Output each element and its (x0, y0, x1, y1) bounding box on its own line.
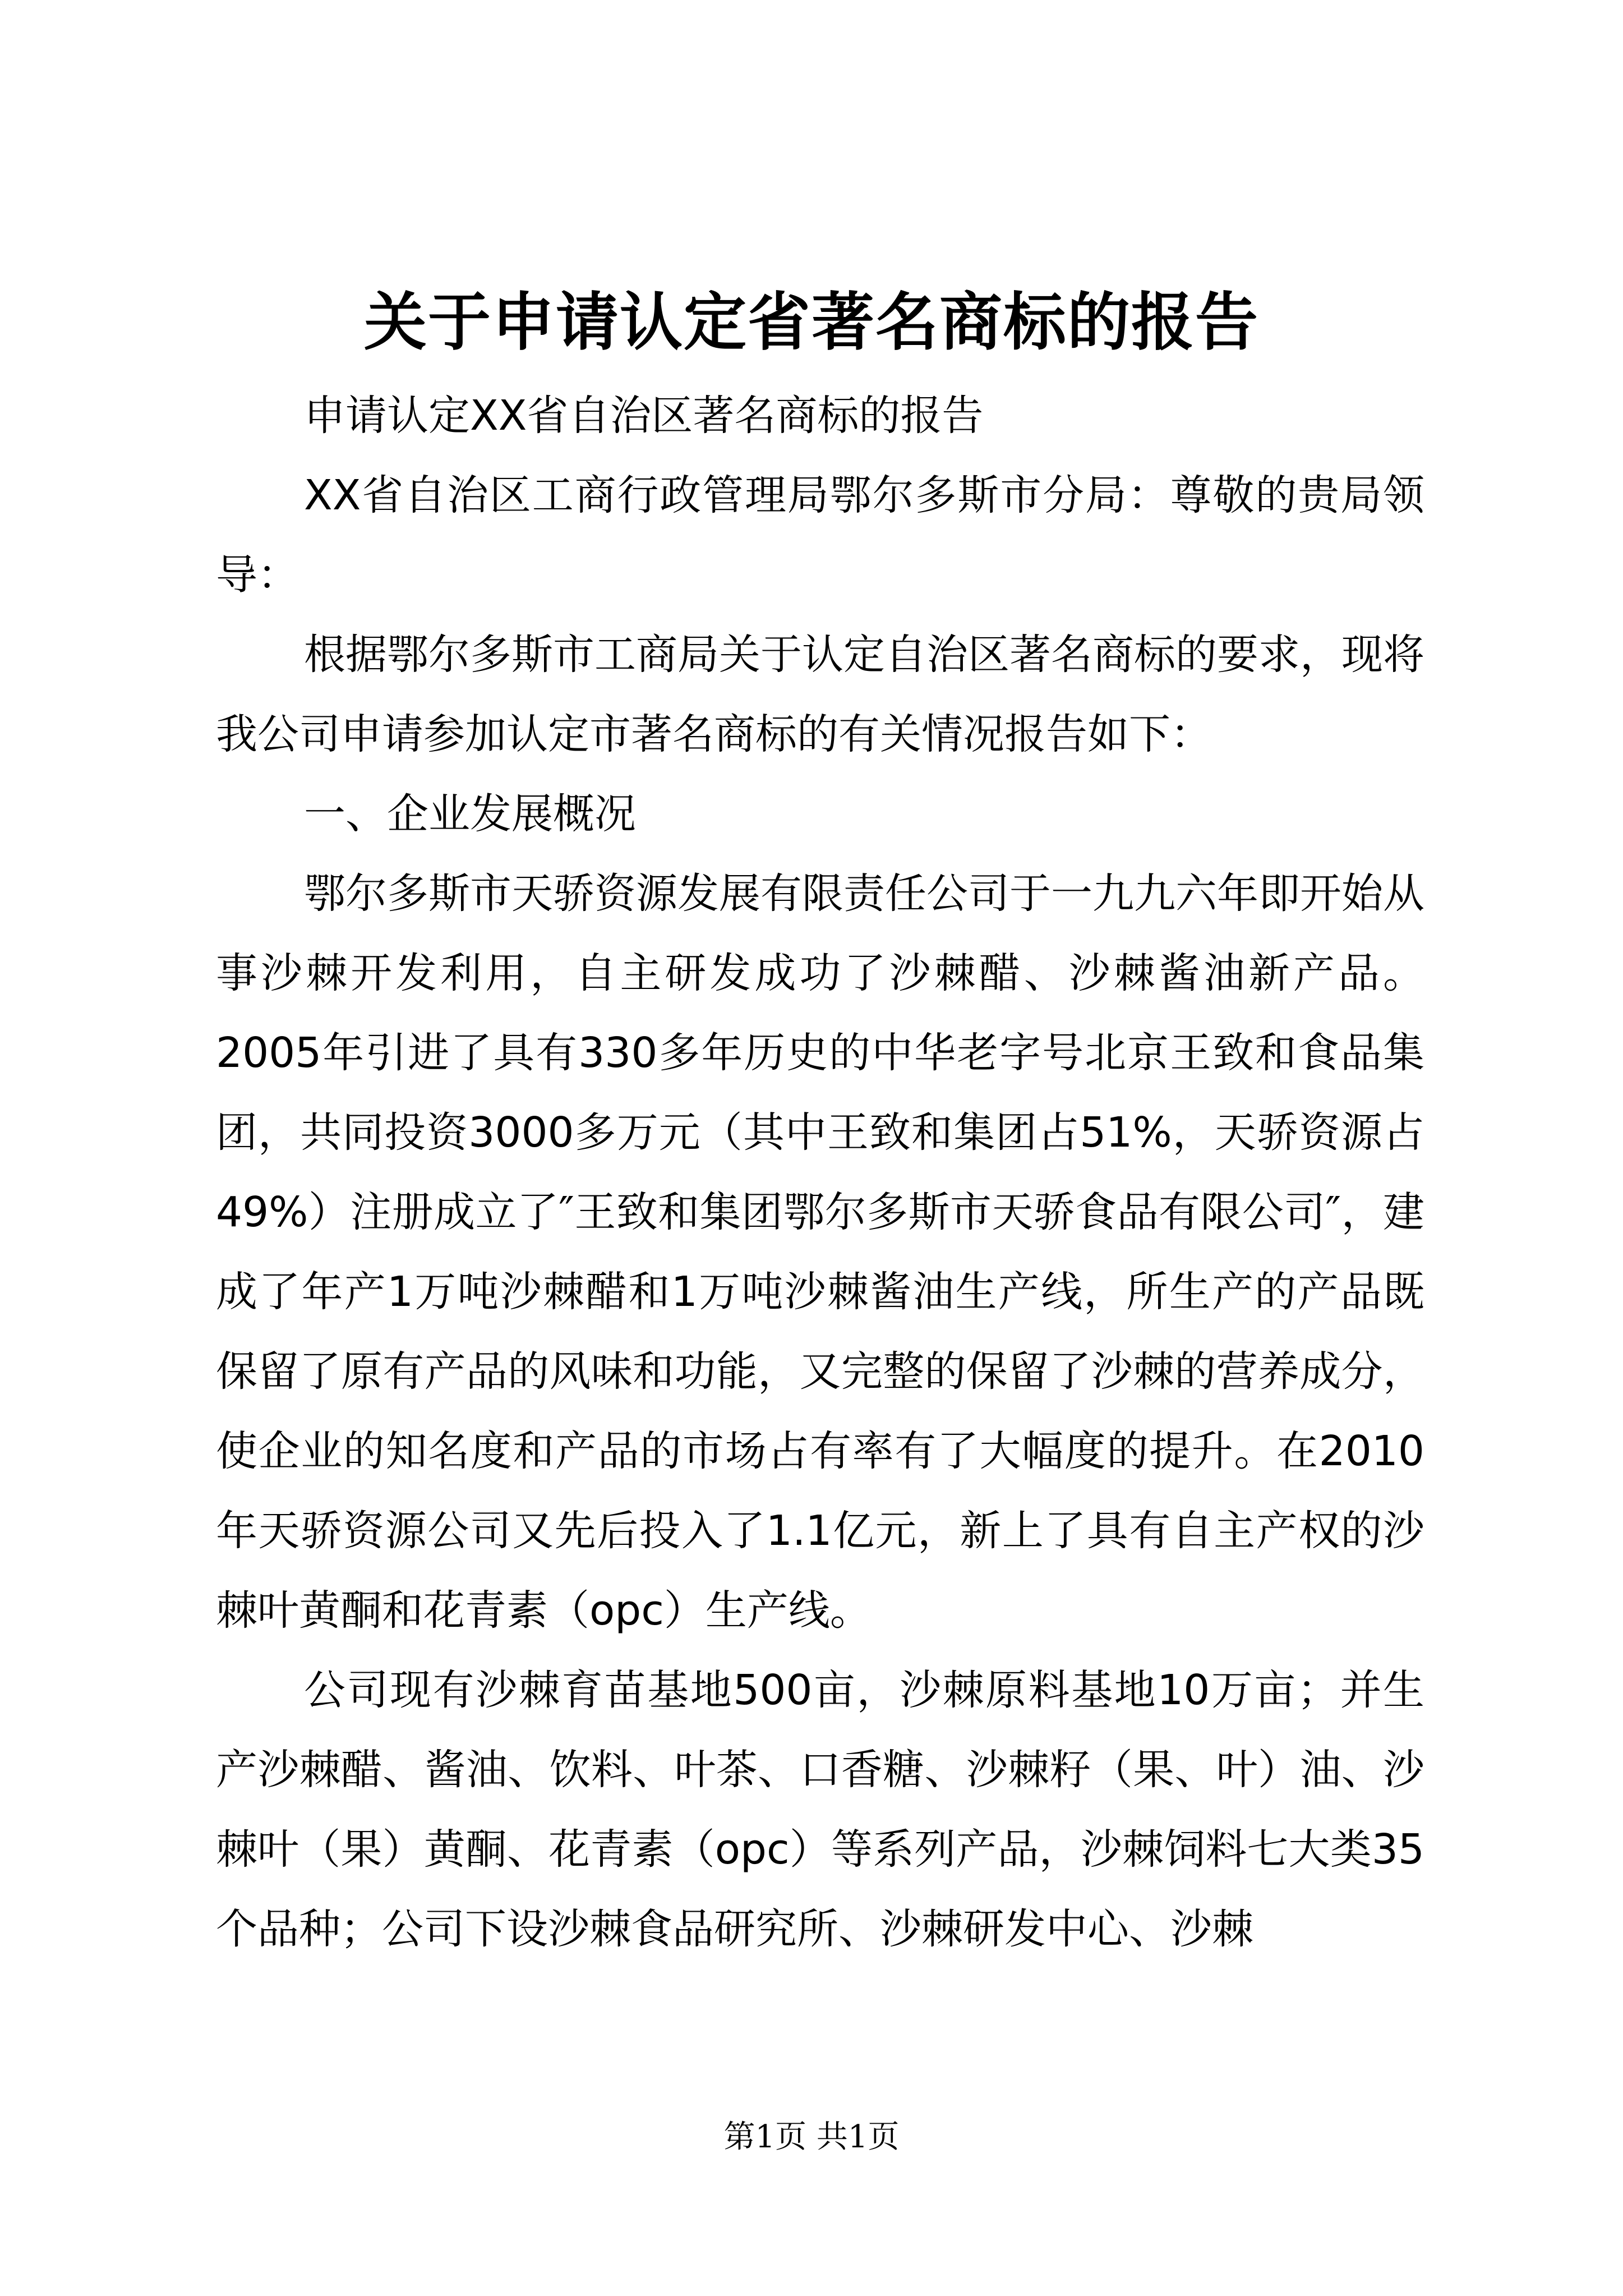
page-footer: 第1页 共1页 (723, 2119, 900, 2155)
document-body (216, 376, 1424, 1969)
paragraph-subtitle: 申请认定XX省自治区著名商标的报告 (304, 392, 984, 440)
paragraph-company-assets: 公司现有沙棘育苗基地500亩，沙棘原料基地10万亩；并生产沙棘醋、酱油、饮料、叶茶、口香糖、沙棘籽（果、叶）油、沙棘叶（果）黄酮、花青素（opc）等系列产品，沙棘饲料七大类35个品种；公司下设沙棘食品研究所、沙棘研发中心、沙棘 (216, 1666, 1424, 1953)
paragraph-intro: 根据鄂尔多斯市工商局关于认定自治区著名商标的要求，现将我公司申请参加认定市著名商标的有关情况报告如下： (216, 631, 1424, 758)
paragraph-company-history: 鄂尔多斯市天骄资源发展有限责任公司于一九九六年即开始从事沙棘开发利用，自主研发成功了沙棘醋、沙棘酱油新产品。2005年引进了具有330多年历史的中华老字号北京王致和食品集团，共同投资3000多万元（其中王致和集团占51%，天骄资源占49%）注册成立了″王致和集团鄂尔多斯市天骄食品有限公司″，建成了年产1万吨沙棘醋和1万吨沙棘酱油生产线，所生产的产品既保留了原有产品的风味和功能，又完整的保留了沙棘的营养成分，使企业的知名度和产品的市场占有率有了大幅度的提升。在2010年天骄资源公司又先后投入了1.1亿元，新上了具有自主产权的沙棘叶黄酮和花青素（opc）生产线。 (216, 869, 1424, 1635)
section-heading: 一、企业发展概况 (304, 790, 636, 838)
paragraph-addressee: XX省自治区工商行政管理局鄂尔多斯市分局：尊敬的贵局领导： (216, 471, 1424, 599)
document-title: 关于申请认定省著名商标的报告 (364, 286, 1259, 359)
